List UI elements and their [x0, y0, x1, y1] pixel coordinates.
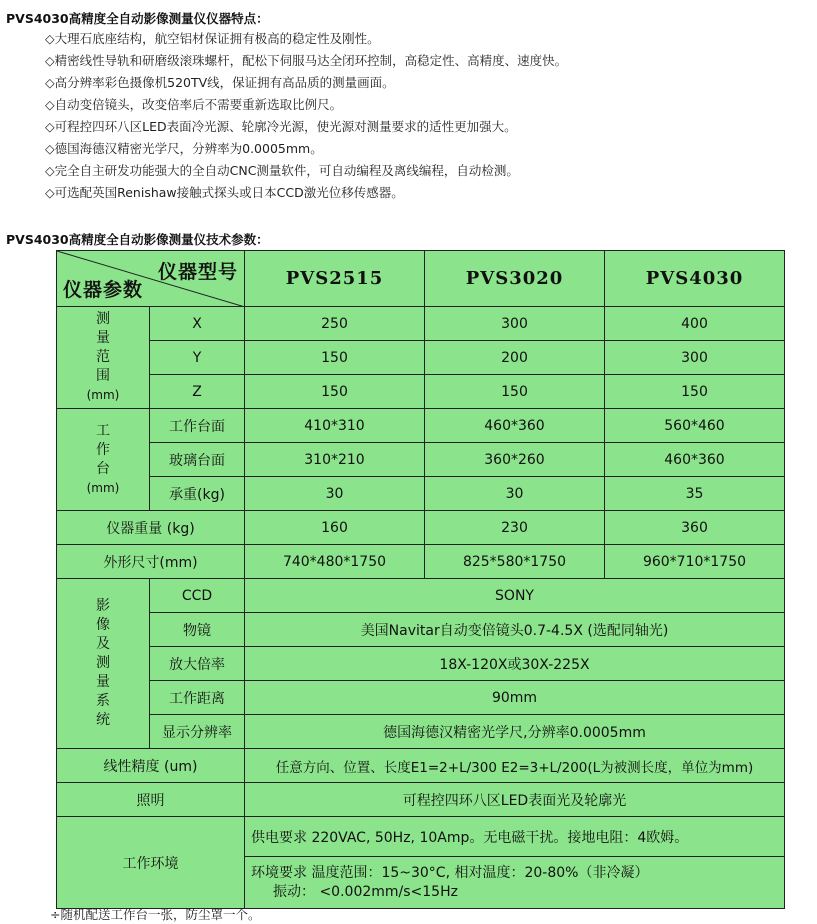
table-row [57, 409, 785, 443]
row-label: 承重(kg) [150, 477, 245, 511]
table-row [57, 545, 785, 579]
diagonal-header-cell [57, 251, 245, 307]
table-cell: 250 [245, 307, 425, 341]
table-cell: 150 [245, 341, 425, 375]
row-label: 线性精度 (um) [57, 749, 245, 783]
footnote: ÷随机配送工作台一张，防尘罩一个。 [50, 907, 261, 922]
feature-item: ◇高分辨率彩色摄像机520TV线，保证拥有高品质的测量画面。 [45, 75, 395, 90]
table-cell: 400 [605, 307, 785, 341]
table-row [57, 341, 785, 375]
table-cell: 960*710*1750 [605, 545, 785, 579]
range-group-label: 测 量 范 围 (mm) [57, 307, 150, 409]
row-label: 显示分辨率 [150, 715, 245, 749]
header-model-label: 仪器型号 [157, 261, 238, 283]
feature-item: ◇可选配英国Renishaw接触式探头或日本CCD激光位移传感器。 [45, 185, 404, 200]
table-row [57, 715, 785, 749]
row-label: 物镜 [150, 613, 245, 647]
features-heading: PVS4030高精度全自动影像测量仪仪器特点： [6, 11, 269, 26]
table-cell: 150 [605, 375, 785, 409]
env-line: 振动： <0.002mm/s<15Hz [273, 883, 458, 900]
table-cell: 360*260 [425, 443, 605, 477]
model-header: PVS3020 [425, 251, 605, 307]
table-cell: 160 [245, 511, 425, 545]
row-label: 玻璃台面 [150, 443, 245, 477]
feature-item: ◇完全自主研发功能强大的全自动CNC测量软件，可自动编程及离线编程，自动检测。 [45, 163, 519, 178]
table-cell: 30 [425, 477, 605, 511]
table-cell: SONY [245, 579, 785, 613]
feature-item: ◇精密线性导轨和研磨级滚珠螺杆，配松下伺服马达全闭环控制，高稳定性、高精度、速度快。 [45, 53, 568, 68]
table-row [57, 443, 785, 477]
row-label: Z [150, 375, 245, 409]
table-cell: 230 [425, 511, 605, 545]
table-cell: 可程控四环八区LED表面光及轮廓光 [245, 783, 785, 817]
table-cell: 740*480*1750 [245, 545, 425, 579]
feature-item: ◇德国海德汉精密光学尺，分辨率为0.0005mm。 [45, 141, 323, 156]
table-row [57, 307, 785, 341]
row-label: 照明 [57, 783, 245, 817]
row-label: X [150, 307, 245, 341]
table-cell: 310*210 [245, 443, 425, 477]
table-cell: 825*580*1750 [425, 545, 605, 579]
table-cell: 30 [245, 477, 425, 511]
table-cell: 460*360 [605, 443, 785, 477]
feature-item: ◇自动变倍镜头，改变倍率后不需要重新选取比例尺。 [45, 97, 343, 112]
table-cell: 200 [425, 341, 605, 375]
specs-heading: PVS4030高精度全自动影像测量仪技术参数： [6, 232, 269, 247]
table-cell: 德国海德汉精密光学尺,分辨率0.0005mm [245, 715, 785, 749]
table-cell [245, 857, 785, 909]
table-row [57, 749, 785, 783]
table-cell: 360 [605, 511, 785, 545]
table-cell: 300 [605, 341, 785, 375]
table-row [57, 511, 785, 545]
row-label: 工作台面 [150, 409, 245, 443]
spec-table [56, 250, 785, 909]
model-header: PVS4030 [605, 251, 785, 307]
row-label: 工作环境 [57, 817, 245, 909]
feature-item: ◇大理石底座结构，航空铝材保证拥有极高的稳定性及刚性。 [45, 31, 380, 46]
table-cell: 18X-120X或30X-225X [245, 647, 785, 681]
row-label: 外形尺寸(mm) [57, 545, 245, 579]
stage-group-label: 工 作 台 (mm) [57, 409, 150, 511]
row-label: 仪器重量 (kg) [57, 511, 245, 545]
table-cell: 560*460 [605, 409, 785, 443]
imaging-group-label: 影 像 及 测 量 系 统 [57, 579, 150, 749]
row-label: 工作距离 [150, 681, 245, 715]
table-cell: 35 [605, 477, 785, 511]
table-cell: 150 [245, 375, 425, 409]
table-cell: 美国Navitar自动变倍镜头0.7-4.5X (选配同轴光) [245, 613, 785, 647]
table-cell: 150 [425, 375, 605, 409]
table-cell: 90mm [245, 681, 785, 715]
row-label: CCD [150, 579, 245, 613]
env-line: 环境要求 温度范围：15~30°C, 相对温度：20-80%（非冷凝） [251, 864, 649, 881]
header-row [57, 251, 785, 307]
table-row [57, 681, 785, 715]
table-row [57, 579, 785, 613]
feature-list [45, 28, 567, 204]
feature-item: ◇可程控四环八区LED表面冷光源、轮廓冷光源，使光源对测量要求的适性更加强大。 [45, 119, 517, 134]
table-row [57, 375, 785, 409]
table-cell: 任意方向、位置、长度E1=2+L/300 E2=3+L/200(L为被测长度，单位为mm) [245, 749, 785, 783]
table-row [57, 783, 785, 817]
table-row [57, 647, 785, 681]
table-cell: 供电要求 220VAC, 50Hz, 10Amp。无电磁干扰。接地电阻：4欧姆。 [245, 817, 785, 857]
table-cell: 300 [425, 307, 605, 341]
row-label: Y [150, 341, 245, 375]
model-header: PVS2515 [245, 251, 425, 307]
table-row [57, 613, 785, 647]
table-cell: 410*310 [245, 409, 425, 443]
header-param-label: 仪器参数 [63, 279, 144, 301]
row-label: 放大倍率 [150, 647, 245, 681]
table-row [57, 477, 785, 511]
table-row [57, 817, 785, 857]
table-cell: 460*360 [425, 409, 605, 443]
